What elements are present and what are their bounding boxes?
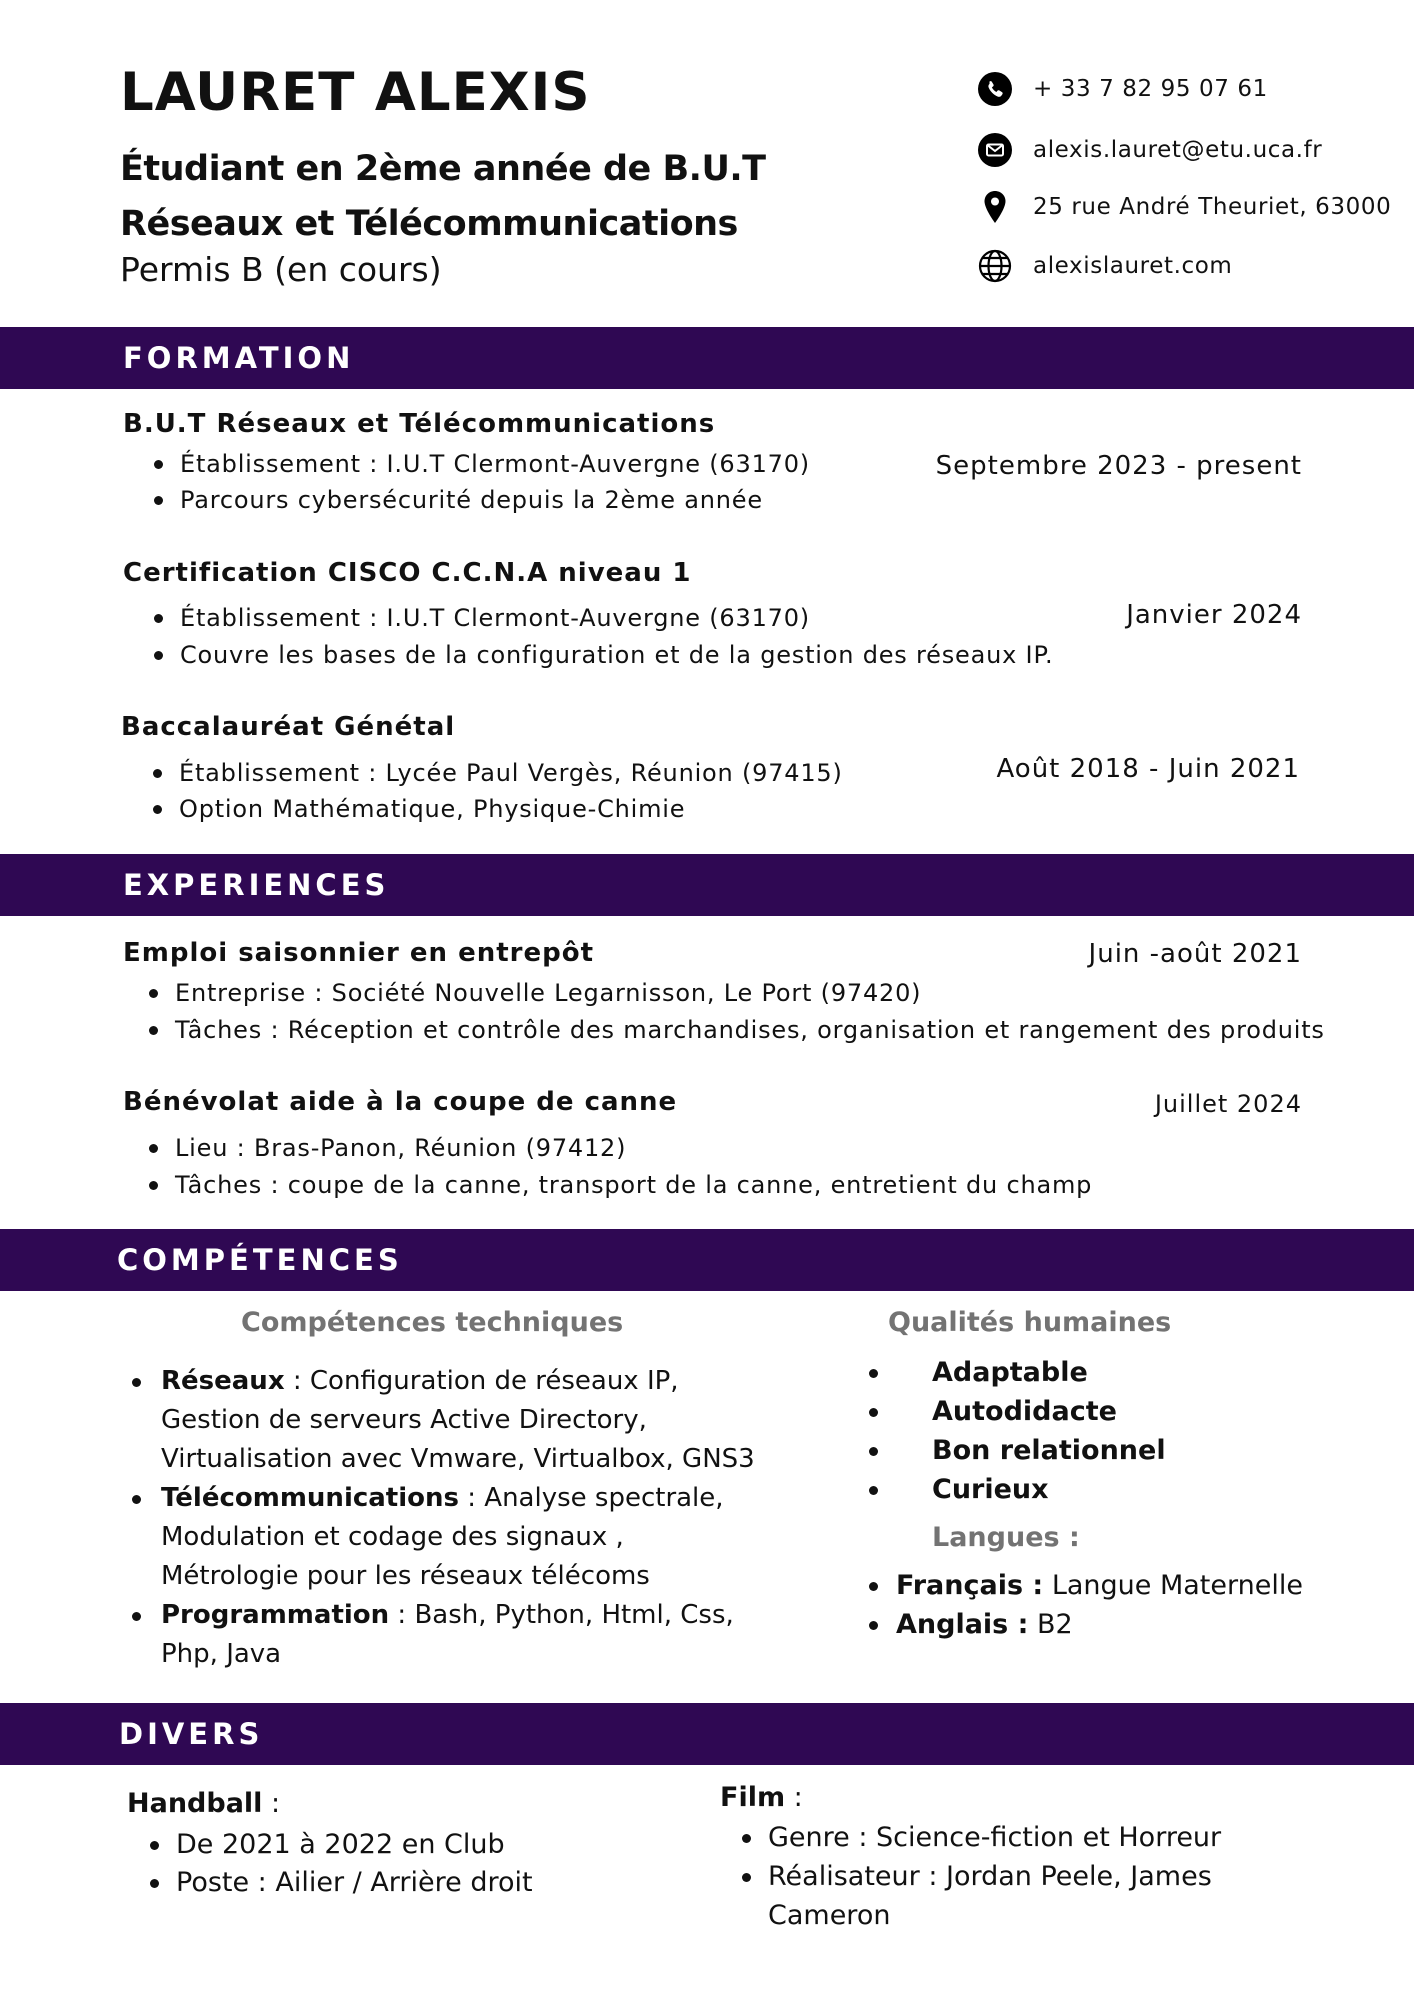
candidate-name: LAURET ALEXIS [120, 62, 591, 123]
driving-license: Permis B (en cours) [120, 250, 442, 289]
formation-entry-date: Janvier 2024 [1126, 600, 1302, 630]
list-item: Poste : Ailier / Arrière droit [176, 1864, 533, 1902]
tech-skill-item: Télécommunications : Analyse spectrale, Modulation et codage des signaux , Métrologie pour les réseaux télécoms [161, 1479, 724, 1596]
list-item: Établissement : I.U.T Clermont-Auvergne (63170) [180, 603, 810, 633]
language-item: Anglais : B2 [896, 1607, 1073, 1643]
section-title: FORMATION [123, 341, 355, 375]
section-title: COMPÉTENCES [117, 1243, 403, 1277]
phone-icon [977, 71, 1013, 107]
list-item: Genre : Science-fiction et Horreur [768, 1819, 1221, 1857]
subtitle-line-2: Réseaux et Télécommunications [120, 204, 738, 244]
soft-skill-item: Adaptable [932, 1355, 1088, 1391]
formation-entry-title: Certification CISCO C.C.N.A niveau 1 [123, 558, 692, 588]
postal-address: 25 rue André Theuriet, 63000 [1033, 194, 1392, 220]
email-address: alexis.lauret@etu.uca.fr [1033, 137, 1323, 163]
list-item: Lieu : Bras-Panon, Réunion (97412) [175, 1133, 626, 1163]
soft-skill-item: Bon relationnel [932, 1433, 1166, 1469]
list-item: Réalisateur : Jordan Peele, James [768, 1858, 1212, 1896]
list-item: Tâches : coupe de la canne, transport de la canne, entretient du champ [175, 1170, 1092, 1200]
list-item: De 2021 à 2022 en Club [176, 1826, 505, 1864]
globe-icon [977, 248, 1013, 284]
subtitle-line-1: Étudiant en 2ème année de B.U.T [120, 149, 766, 189]
contact-phone[interactable] [977, 71, 1268, 107]
formation-entry-title: Baccalauréat Génétal [121, 712, 456, 742]
soft-skills-heading: Qualités humaines [888, 1307, 1172, 1338]
section-formation-bar [0, 327, 1414, 389]
soft-skill-item: Autodidacte [932, 1394, 1117, 1430]
experience-entry-title: Emploi saisonnier en entrepôt [123, 938, 595, 968]
list-item: Parcours cybersécurité depuis la 2ème année [180, 485, 763, 515]
list-item: Tâches : Réception et contrôle des marchandises, organisation et rangement des produits [175, 1015, 1325, 1045]
mail-icon [977, 132, 1013, 168]
list-item: Établissement : Lycée Paul Vergès, Réunion (97415) [179, 758, 843, 788]
experience-entry-date: Juillet 2024 [1154, 1090, 1302, 1118]
list-item: Couvre les bases de la configuration et de la gestion des réseaux IP. [180, 640, 1053, 670]
list-item: Établissement : I.U.T Clermont-Auvergne (63170) [180, 449, 810, 479]
list-item: Option Mathématique, Physique-Chimie [179, 794, 685, 824]
hobby-handball-heading: Handball : [127, 1788, 281, 1819]
list-item: Entreprise : Société Nouvelle Legarnisson, Le Port (97420) [175, 978, 921, 1008]
tech-skills-heading: Compétences techniques [241, 1307, 624, 1338]
experience-entry-date: Juin -août 2021 [1088, 939, 1302, 969]
contact-website[interactable] [977, 248, 1232, 284]
list-item-continuation: Cameron [768, 1900, 891, 1931]
tech-skill-item: Programmation : Bash, Python, Html, Css, Php, Java [161, 1596, 734, 1674]
section-competences-bar [0, 1229, 1414, 1291]
formation-entry-date: Septembre 2023 - present [935, 451, 1302, 481]
website-url: alexislauret.com [1033, 253, 1233, 279]
section-title: DIVERS [119, 1717, 264, 1751]
candidate-subtitle [120, 142, 766, 252]
languages-heading: Langues : [932, 1522, 1080, 1553]
section-divers-bar [0, 1703, 1414, 1765]
location-pin-icon [977, 189, 1013, 225]
soft-skill-item: Curieux [932, 1472, 1049, 1508]
formation-entry-date: Août 2018 - Juin 2021 [996, 754, 1300, 784]
tech-skill-item: Réseaux : Configuration de réseaux IP, Gestion de serveurs Active Directory, Virtualisation avec Vmware, Virtualbox, GNS3 [161, 1362, 755, 1479]
phone-number: + 33 7 82 95 07 61 [1033, 76, 1268, 102]
language-item: Français : Langue Maternelle [896, 1568, 1303, 1604]
contact-email[interactable] [977, 132, 1322, 168]
section-title: EXPERIENCES [123, 868, 390, 902]
hobby-film-heading: Film : [720, 1782, 803, 1813]
formation-entry-title: B.U.T Réseaux et Télécommunications [123, 409, 716, 439]
section-experiences-bar [0, 854, 1414, 916]
contact-address [977, 189, 1391, 225]
experience-entry-title: Bénévolat aide à la coupe de canne [123, 1087, 678, 1117]
